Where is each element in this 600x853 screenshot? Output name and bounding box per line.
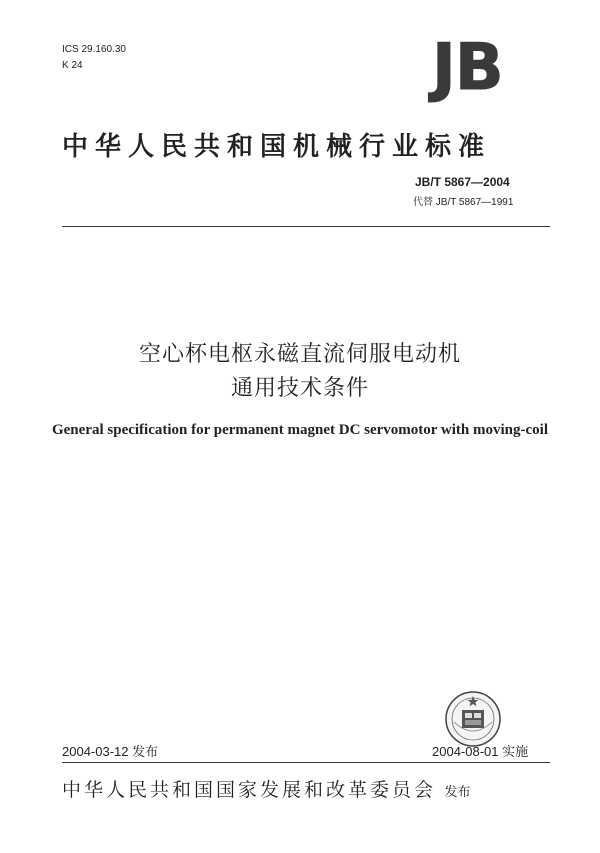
classification-codes [62,42,126,74]
issuer-organization: 中华人民共和国国家发展和改革委员会 [62,779,437,801]
chinese-title [0,338,600,406]
ccs-code: K 24 [62,60,83,71]
publisher-seal-icon [444,690,502,748]
chinese-title-line-2: 通用技术条件 [230,376,369,401]
ics-code: ICS 29.160.30 [62,44,126,55]
implementation-date: 2004-08-01 实施 [432,744,529,759]
chinese-title-line-1: 空心杯电枢永磁直流伺服电动机 [138,342,461,367]
english-title: General specification for permanent magnet DC servomotor with moving-coil [51,422,549,438]
bottom-divider [62,762,550,763]
issuer-suffix: 发布 [444,785,471,800]
standard-number: JB/T 5867—2004 [415,175,510,189]
issue-date: 2004-03-12 发布 [62,744,159,759]
top-divider [62,226,550,227]
issuer-line [62,775,470,802]
jb-logo: JB [432,31,503,105]
industry-standard-title: 中华人民共和国机械行业标准 [62,132,492,162]
replaces-standard: 代替 JB/T 5867—1991 [413,197,514,208]
